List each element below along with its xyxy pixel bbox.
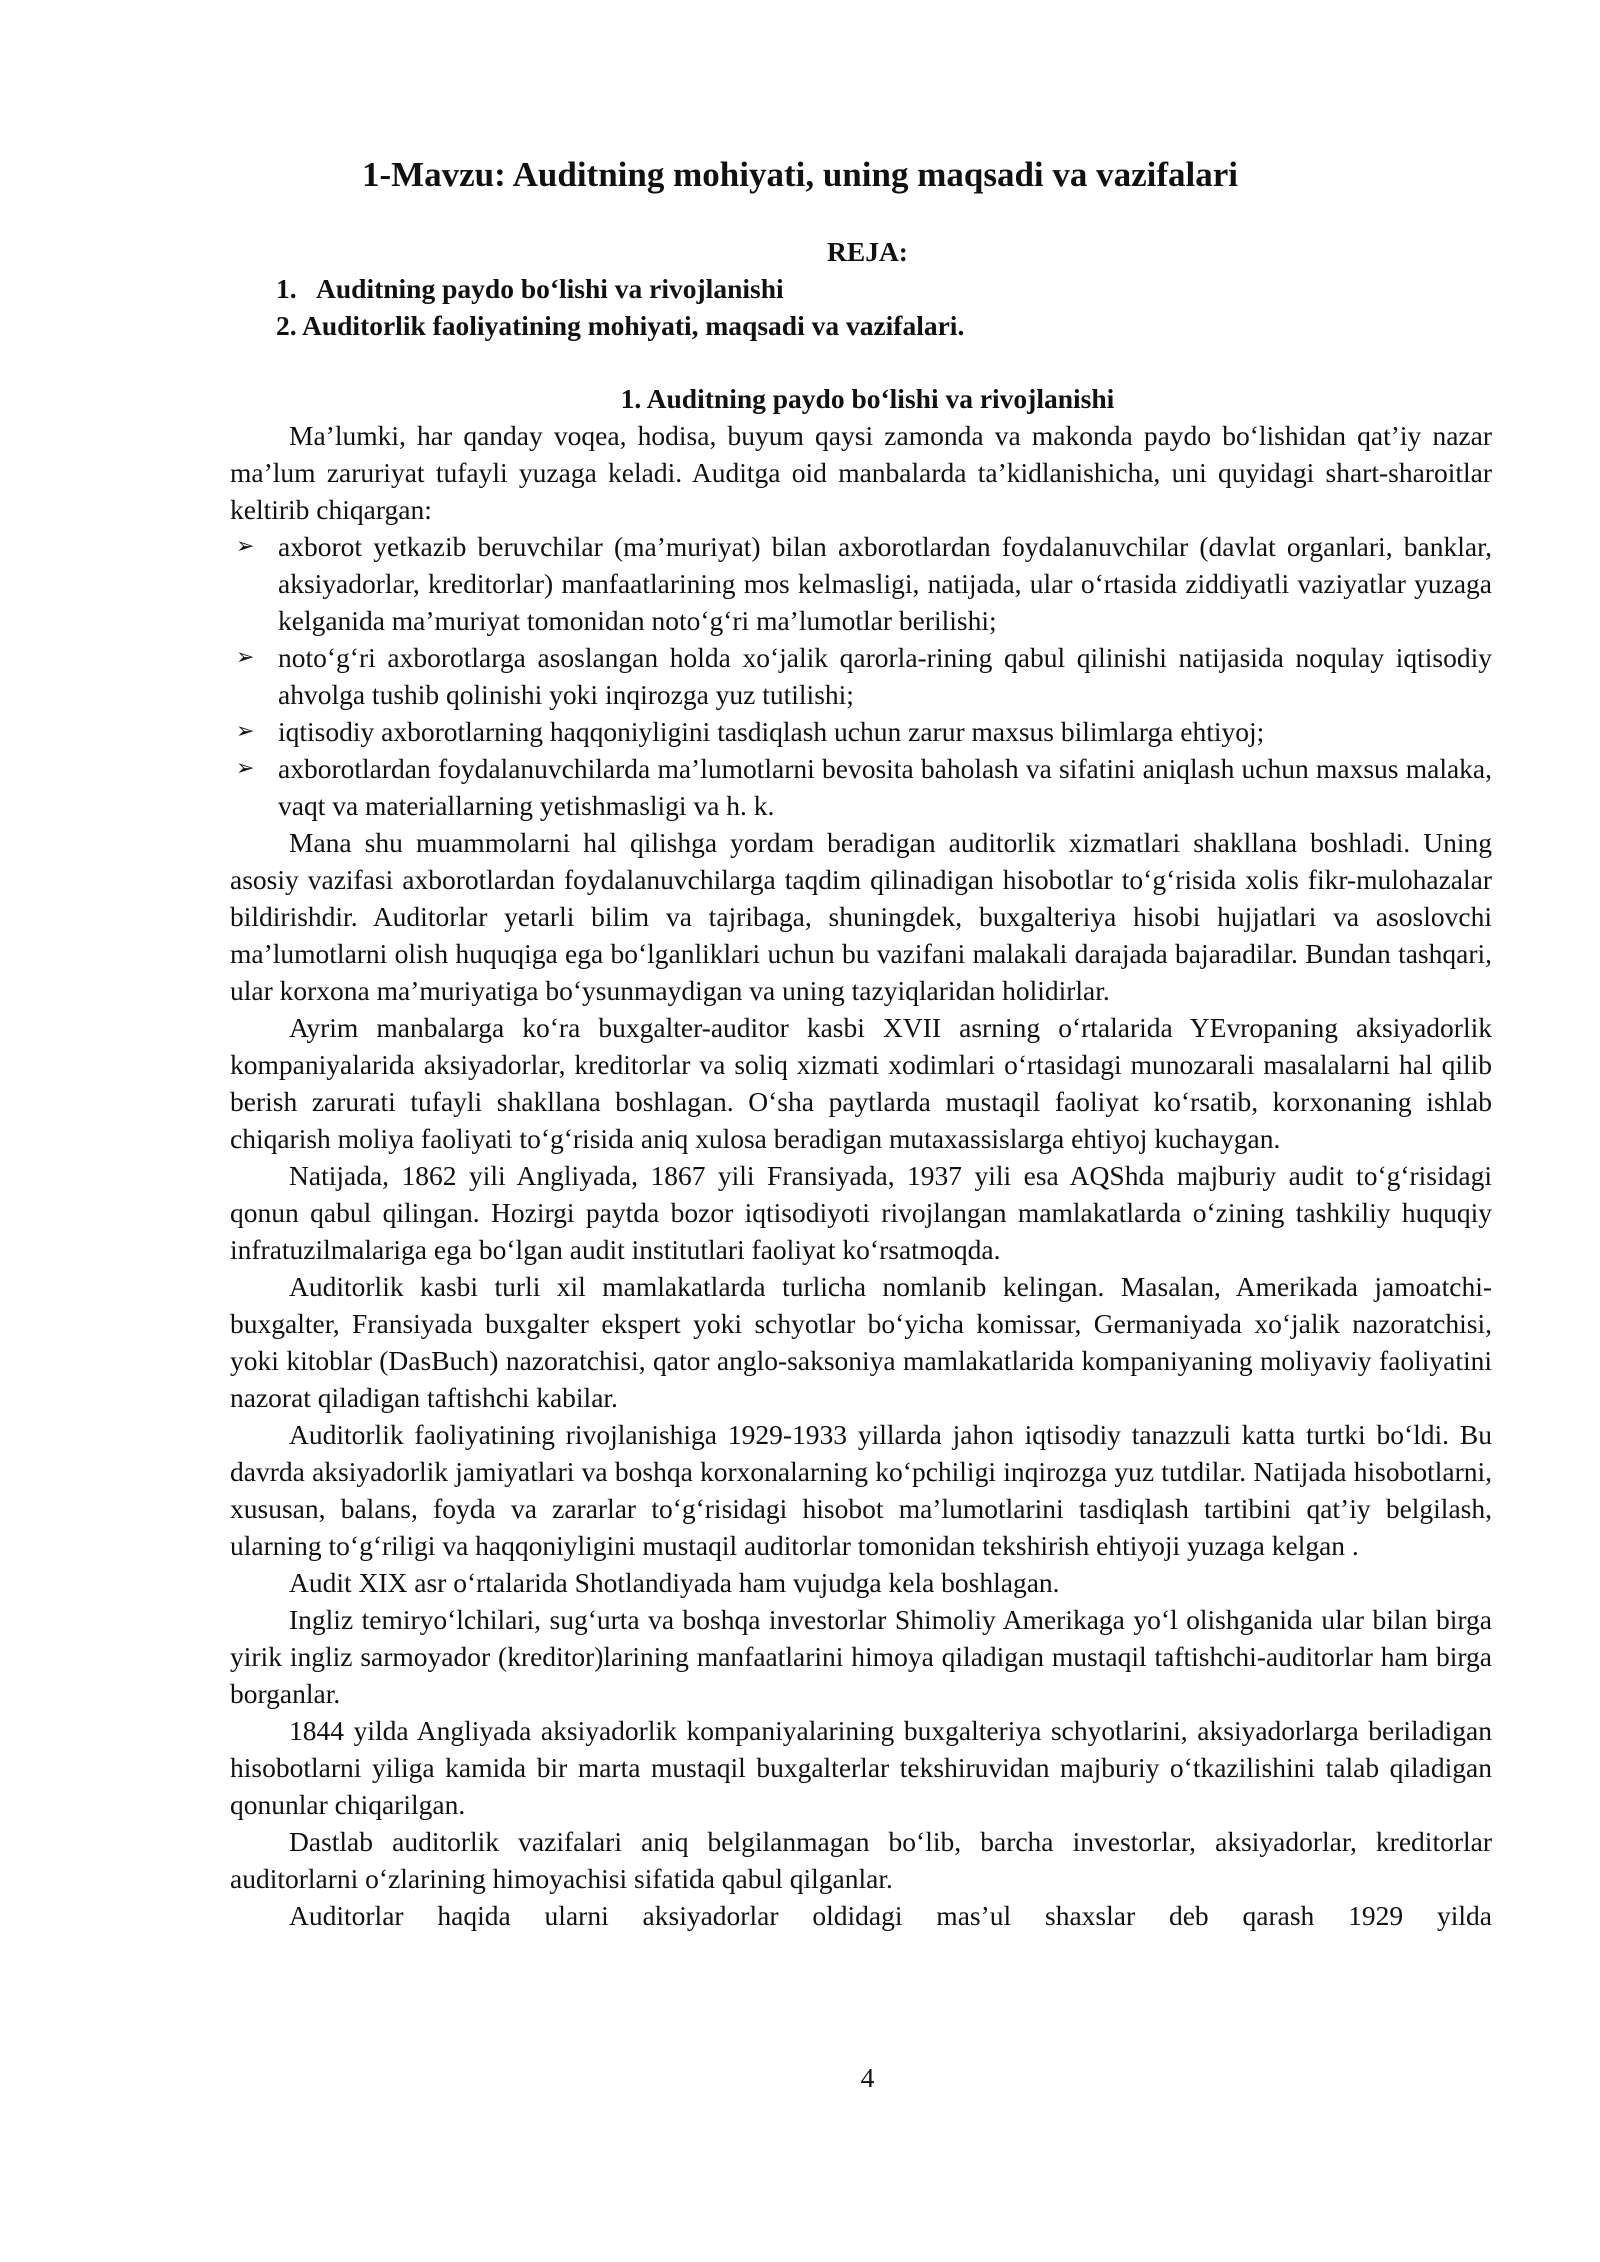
list-item-text: axborot yetkazib beruvchilar (ma’muriyat) bilan axborotlardan foydalanuvchilar (davlat organlari, banklar, aksiyadorlar, kreditorlar) manfaatlarining mos kelmasligi, natijada, ular o‘rtasida ziddiyatli vaziyatlar yuzaga kelganida ma’muriyat tomonidan noto‘g‘ri ma’lumotlar berilishi;	[278, 531, 1492, 636]
body-paragraph: Natijada, 1862 yili Angliyada, 1867 yili Fransiyada, 1937 yili esa AQShda majburiy audit to‘g‘risidagi qonun qabul qilingan. Hozirgi paytda bozor iqtisodiyoti rivojlangan mamlakatlarda o‘zining tashkiliy huquqiy infratuzilmalariga ega bo‘lgan audit institutlari faoliyat ko‘rsatmoqda.	[230, 1160, 1492, 1265]
plan-item-number: 2.	[276, 310, 297, 341]
body-paragraph: Audit XIX asr o‘rtalarida Shotlandiyada ham vujudga kela boshlagan.	[289, 1567, 1060, 1598]
body-paragraph: Auditorlik faoliyatining rivojlanishiga 1929-1933 yillarda jahon iqtisodiy tanazzuli katta turtki bo‘ldi. Bu davrda aksiyadorlik jamiyatlari va boshqa korxonalarning ko‘pchiligi inqirozga yuz tutdilar. Natijada hisobotlarni, xususan, balans, foyda va zararlar to‘g‘risidagi hisobot ma’lumotlarini tasdiqlash tartibini qat’iy belgilash, ularning to‘g‘riligi va haqqoniyligini mustaqil auditorlar tomonidan tekshirish ehtiyoji yuzaga kelgan .	[230, 1419, 1492, 1561]
list-item	[230, 528, 1492, 639]
page-title: 1-Mavzu: Auditning mohiyati, uning maqsadi va vazifalari	[361, 155, 1239, 194]
body-paragraph: Auditorlik kasbi turli xil mamlakatlarda turlicha nomlanib kelingan. Masalan, Amerikada jamoatchi-buxgalter, Fransiyada buxgalter ekspert yoki schyotlar bo‘yicha komissar, Germaniyada xo‘jalik nazoratchisi, yoki kitoblar (DasBuch) nazoratchisi, qator anglo-saksoniya mamlakatlarida kompaniyaning moliyaviy faoliyatini nazorat qiladigan taftishchi kabilar.	[230, 1271, 1492, 1413]
conditions-list	[230, 528, 1492, 824]
list-item-text: iqtisodiy axborotlarning haqqoniyligini tasdiqlash uchun zarur maxsus bilimlarga ehtiyoj;	[278, 716, 1265, 747]
body-paragraph: Dastlab auditorlik vazifalari aniq belgilanmagan bo‘lib, barcha investorlar, aksiyadorlar, kreditorlar auditorlarni o‘zlarining himoyachisi sifatida qabul qilganlar.	[230, 1826, 1492, 1894]
intro-paragraph: Ma’lumki, har qanday voqea, hodisa, buyum qaysi zamonda va makonda paydo bo‘lishidan qat’iy nazar ma’lum zaruriyat tufayli yuzaga keladi. Auditga oid manbalarda ta’kidlanishicha, uni quyidagi shart-sharoitlar keltirib chiqargan:	[230, 420, 1492, 525]
list-item-text: axborotlardan foydalanuvchilarda ma’lumotlarni bevosita baholash va sifatini aniqlash uchun maxsus malaka, vaqt va materiallarning yetishmasligi va h. k.	[278, 753, 1492, 821]
plan-item-number: 1.	[276, 273, 297, 304]
arrow-bullet-icon: ➢	[236, 534, 255, 559]
plan-item	[276, 270, 1476, 307]
body-paragraph: 1844 yilda Angliyada aksiyadorlik kompaniyalarining buxgalteriya schyotlarini, aksiyadorlarga beriladigan hisobotlarni yiliga kamida bir marta mustaqil buxgalterlar tekshiruvidan majburiy o‘tkazilishini talab qiladigan qonunlar chiqarilgan.	[230, 1715, 1492, 1820]
body-paragraph: Mana shu muammolarni hal qilishga yordam beradigan auditorlik xizmatlari shakllana boshladi. Uning asosiy vazifasi axborotlardan foydalanuvchilarga taqdim qilinadigan hisobotlar to‘g‘risida xolis fikr-mulohazalar bildirishdir. Auditorlar yetarli bilim va tajribaga, shuningdek, buxgalteriya hisobi hujjatlari va asoslovchi ma’lumotlarni olish huquqiga ega bo‘lganliklari uchun bu vazifani malakali darajada bajaradilar. Bundan tashqari, ular korxona ma’muriyatiga bo‘ysunmaydigan va uning tazyiqlaridan holidirlar.	[230, 827, 1492, 1006]
body-paragraph: Ayrim manbalarga ko‘ra buxgalter-auditor kasbi XVII asrning o‘rtalarida YEvropaning aksiyadorlik kompaniyalarida aksiyadorlar, kreditorlar va soliq xizmati xodimlari o‘rtasidagi munozarali masalalarni hal qilib berish zarurati tufayli shakllana boshlagan. O‘sha paytlarda mustaqil faoliyat ko‘rsatib, korxonaning ishlab chiqarish moliya faoliyati to‘g‘risida aniq xulosa beradigan mutaxassislarga ehtiyoj kuchaygan.	[230, 1012, 1492, 1154]
list-item-text: noto‘g‘ri axborotlarga asoslangan holda xo‘jalik qarorla-rining qabul qilinishi natijasida noqulay iqtisodiy ahvolga tushib qolinishi yoki inqirozga yuz tutilishi;	[278, 642, 1492, 710]
arrow-bullet-icon: ➢	[236, 645, 255, 670]
page-number: 4	[860, 2062, 875, 2093]
plan-item-text: Auditning paydo bo‘lishi va rivojlanishi	[316, 273, 784, 304]
plan-list	[276, 270, 1476, 344]
plan-heading: REJA:	[827, 236, 908, 267]
list-item	[230, 713, 1492, 750]
plan-item	[276, 307, 1476, 344]
list-item	[230, 639, 1492, 713]
body-text	[230, 417, 1492, 1934]
arrow-bullet-icon: ➢	[236, 756, 255, 781]
plan-item-text: Auditorlik faoliyatining mohiyati, maqsadi va vazifalari.	[301, 310, 965, 341]
body-paragraph: Ingliz temiryo‘lchilari, sug‘urta va boshqa investorlar Shimoliy Amerikaga yo‘l olishganida ular bilan birga yirik ingliz sarmoyador (kreditor)larining manfaatlarini himoya qiladigan mustaqil taftishchi-auditorlar ham birga borganlar.	[230, 1604, 1492, 1709]
section-heading: 1. Auditning paydo bo‘lishi va rivojlanishi	[620, 383, 1115, 414]
arrow-bullet-icon: ➢	[236, 719, 255, 744]
list-item	[230, 750, 1492, 824]
body-paragraph: Auditorlar haqida ularni aksiyadorlar oldidagi mas’ul shaxslar deb qarash 1929 yilda	[289, 1900, 1492, 1931]
